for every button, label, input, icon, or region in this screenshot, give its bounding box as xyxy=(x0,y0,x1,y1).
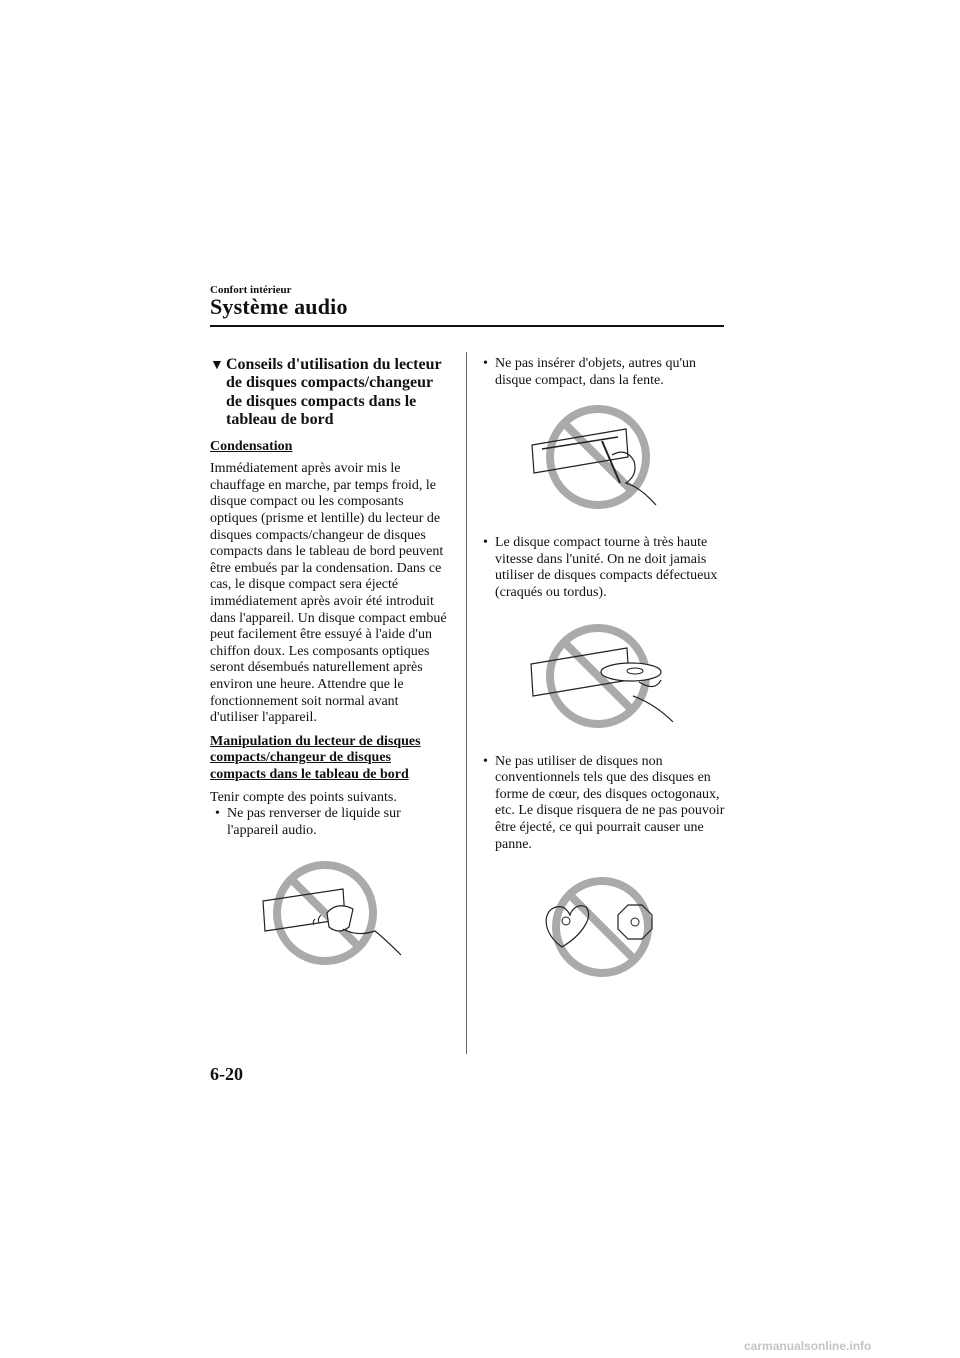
column-divider xyxy=(466,352,467,1054)
bullet-objects-text: Ne pas insérer d'objets, autres qu'un disque compact, dans la fente. xyxy=(495,356,696,388)
right-column xyxy=(478,356,728,981)
prohibition-slash xyxy=(570,895,634,959)
bullet-objects xyxy=(478,356,728,389)
chapter-label: Confort intérieur xyxy=(210,284,292,296)
bullet-liquid-text: Ne pas renverser de liquide sur l'appareil audio. xyxy=(227,806,401,838)
no-liquid-illustration xyxy=(255,861,405,971)
bullet-dot: • xyxy=(483,535,488,551)
bullet-dot: • xyxy=(483,753,488,769)
cracked-disc xyxy=(601,663,661,681)
heart-disc-hole xyxy=(562,917,570,925)
page-number: 6-20 xyxy=(210,1064,243,1084)
triangle-marker-icon: ▼ xyxy=(210,358,224,373)
watermark: carmanualsonline.info xyxy=(744,1339,872,1353)
left-column xyxy=(210,356,450,971)
handling-heading: Manipulation du lecteur de disques compacts/changeur de disques compacts dans le tableau de bord xyxy=(210,733,421,782)
no-odd-shaped-disc-illustration xyxy=(538,877,668,981)
cup-outline xyxy=(327,906,353,931)
bullet-speed xyxy=(478,535,728,601)
bullet-speed-text: Le disque compact tourne à très haute vitesse dans l'unité. On ne doit jamais utiliser de disques compacts défectueux (craqués ou tordus). xyxy=(495,535,718,600)
bullet-dot: • xyxy=(483,356,488,371)
handling-intro: Tenir compte des points suivants. xyxy=(210,789,397,805)
octagonal-disc-hole xyxy=(631,918,639,926)
subheading-text: Conseils d'utilisation du lecteur de disques compacts/changeur de disques compacts dans le tableau de bord xyxy=(226,356,442,429)
bullet-shapes xyxy=(478,754,728,854)
bullet-shapes-text: Ne pas utiliser de disques non conventionnels tels que des disques en forme de cœur, des disques octogonaux, etc. Le disque risquera de ne pas pouvoir être éjecté, ce qui pourrait causer une panne. xyxy=(495,753,725,852)
bullet-liquid xyxy=(210,806,450,839)
bullet-dot: • xyxy=(215,806,220,822)
subheading xyxy=(210,356,450,430)
page-title: Système audio xyxy=(210,294,348,319)
condensation-heading: Condensation xyxy=(210,438,293,454)
no-foreign-object-illustration xyxy=(528,405,678,515)
no-damaged-disc-illustration xyxy=(523,624,683,734)
condensation-paragraph: Immédiatement après avoir mis le chauffage en marche, par temps froid, le disque compact ou les composants optiques (prisme et lentille) du lecteur de disques compacts/changeur de disques compacts dans le tableau de bord peuvent être embués par la condensation. Dans ce cas, le disque compact sera éjecté immédiatement après avoir été introduit dans l'appareil. Un disque compact embué peut facilement être essuyé à l'aide d'un chiffon doux. Les composants optiques seront désembués naturellement après environ une heure. Attendre que le fonctionnement soit normal avant d'utiliser l'appareil. xyxy=(210,461,447,726)
header-rule xyxy=(210,325,724,327)
